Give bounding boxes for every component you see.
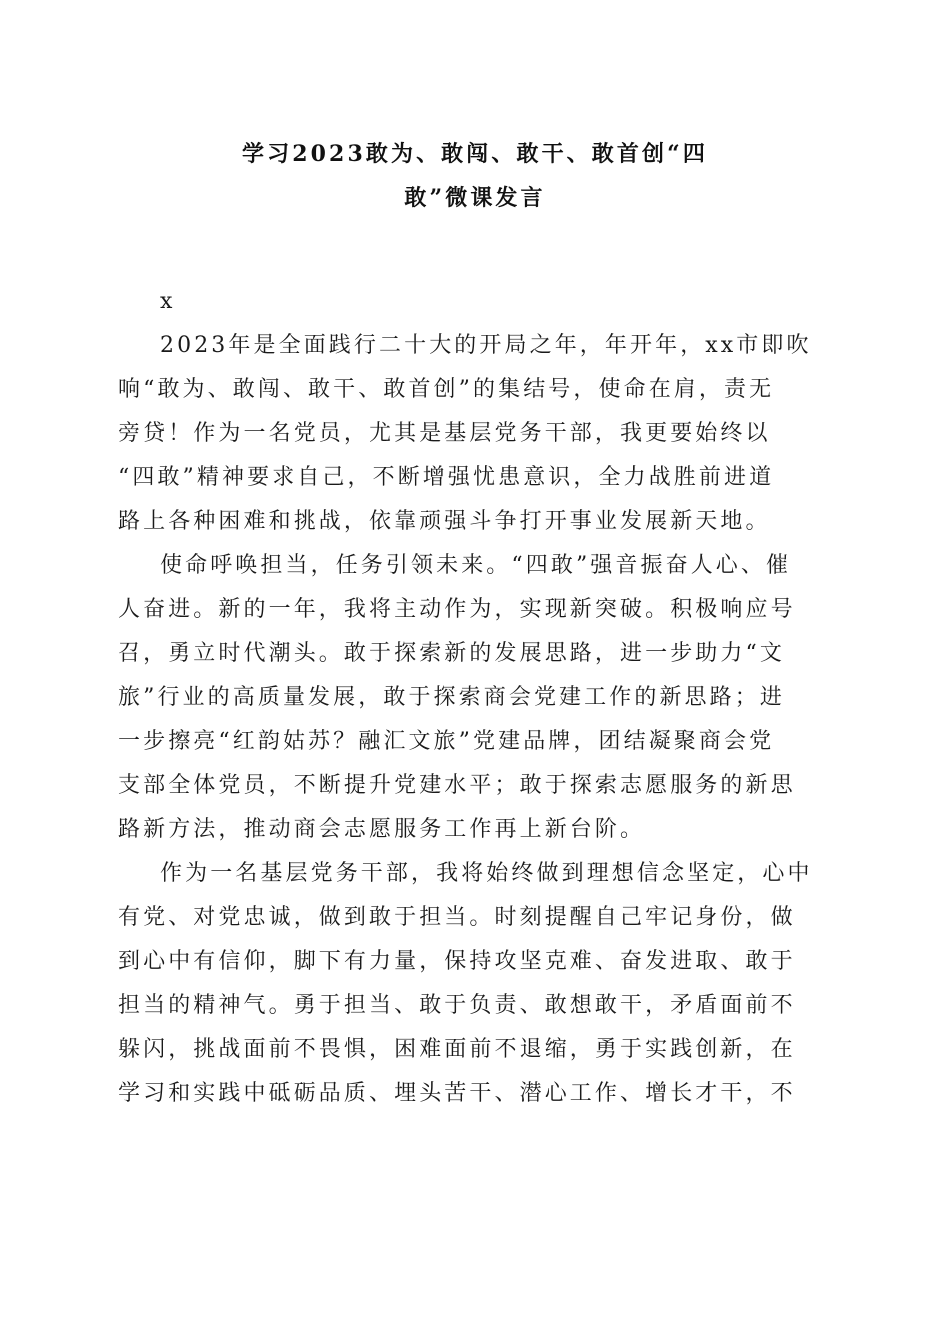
paragraph-2-line-3: 召，勇立时代潮头。敢于探索新的发展思路，进一步助力“文 (118, 641, 785, 666)
author-line: x (160, 289, 176, 314)
paragraph-3-line-5: 躲闪，挑战面前不畏惧，困难面前不退缩，勇于实践创新，在 (118, 1037, 796, 1062)
document-title (118, 132, 832, 220)
paragraph-1-line-3: 旁贷！作为一名党员，尤其是基层党务干部，我更要始终以 (118, 421, 771, 446)
paragraph-1 (118, 324, 828, 544)
paragraph-2-line-6: 支部全体党员，不断提升党建水平；敢于探索志愿服务的新思 (118, 773, 796, 798)
paragraph-1-line-5: 路上各种困难和挑战，依靠顽强斗争打开事业发展新天地。 (118, 509, 771, 534)
paragraph-1-line-2: 响“敢为、敢闯、敢干、敢首创”的集结号，使命在肩，责无 (118, 377, 775, 402)
paragraph-2-line-4: 旅”行业的高质量发展，敢于探索商会党建工作的新思路；进 (118, 685, 785, 710)
paragraph-2-line-5: 一步擦亮“红韵姑苏？融汇文旅”党建品牌，团结凝聚商会党 (118, 729, 775, 754)
paragraph-3-line-2: 有党、对党忠诚，做到敢于担当。时刻提醒自己牢记身份，做 (118, 905, 796, 930)
paragraph-2-line-2: 人奋进。新的一年，我将主动作为，实现新突破。积极响应号 (118, 597, 796, 622)
title-line-2: 敢”微课发言 (404, 185, 546, 211)
document-body (118, 280, 828, 1116)
paragraph-2-line-1: 使命呼唤担当，任务引领未来。“四敢”强音振奋人心、催 (160, 553, 792, 578)
paragraph-2 (118, 544, 828, 852)
paragraph-2-line-7: 路新方法，推动商会志愿服务工作再上新台阶。 (118, 817, 646, 842)
paragraph-1-line-1: 2023年是全面践行二十大的开局之年，年开年，xx市即吹 (160, 333, 812, 358)
paragraph-3-line-4: 担当的精神气。勇于担当、敢于负责、敢想敢干，矛盾面前不 (118, 993, 796, 1018)
paragraph-3-line-6: 学习和实践中砥砺品质、埋头苦干、潜心工作、增长才干，不 (118, 1081, 796, 1106)
paragraph-1-line-4: “四敢”精神要求自己，不断增强忧患意识，全力战胜前进道 (118, 465, 775, 490)
paragraph-3-line-1: 作为一名基层党务干部，我将始终做到理想信念坚定，心中 (160, 861, 813, 886)
paragraph-3-line-3: 到心中有信仰，脚下有力量，保持攻坚克难、奋发进取、敢于 (118, 949, 796, 974)
paragraph-3 (118, 852, 828, 1116)
title-line-1: 学习2023敢为、敢闯、敢干、敢首创“四 (242, 141, 708, 167)
